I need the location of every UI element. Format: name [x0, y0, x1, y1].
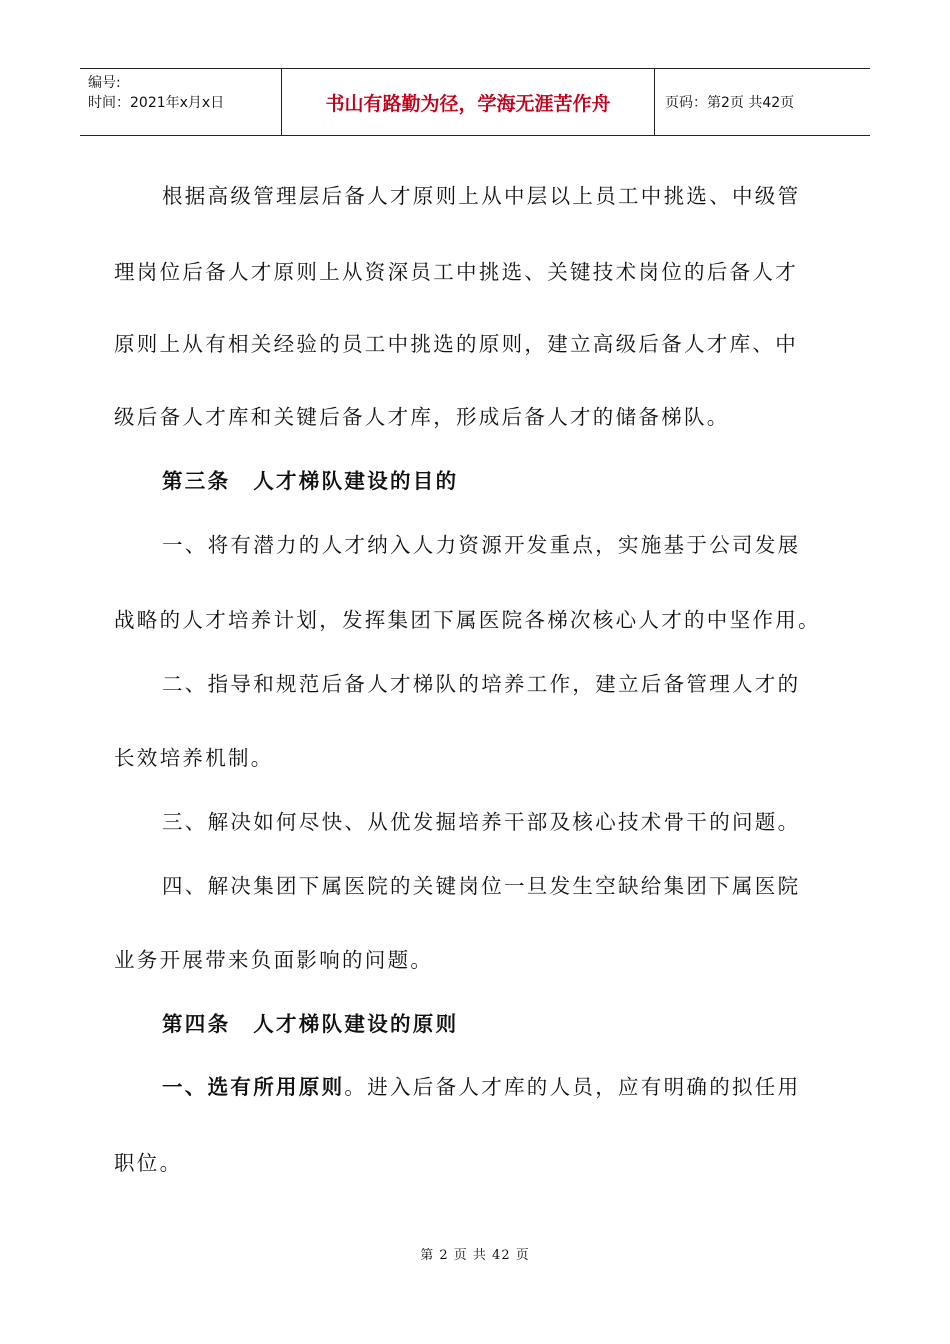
- paragraph-line: 四、解决集团下属医院的关键岗位一旦发生空缺给集团下属医院: [162, 874, 801, 898]
- principle-text: 。进入后备人才库的人员，应有明确的拟任用: [344, 1075, 801, 1099]
- header-table: [80, 68, 870, 136]
- paragraph-line: 职位。: [114, 1151, 183, 1175]
- paragraph-line: 理岗位后备人才原则上从资深员工中挑选、关键技术岗位的后备人才: [114, 260, 798, 284]
- code-label: 编号:: [88, 75, 121, 91]
- header-meta-cell: [80, 69, 282, 135]
- paragraph-line: 级后备人才库和关键后备人才库，形成后备人才的储备梯队。: [114, 405, 730, 429]
- paragraph-line: 三、解决如何尽快、从优发掘培养干部及核心技术骨干的问题。: [162, 810, 801, 834]
- section-heading: 第四条 人才梯队建设的原则: [162, 1012, 459, 1036]
- paragraph-line: 长效培养机制。: [114, 746, 274, 770]
- paragraph-line: 原则上从有相关经验的员工中挑选的原则，建立高级后备人才库、中: [114, 332, 798, 356]
- page-info: 页码：第2页 共42页: [665, 95, 795, 111]
- page-footer: 第 2 页 共 42 页: [420, 1248, 530, 1263]
- paragraph-line: [114, 1073, 836, 1101]
- time-label: 时间：2021年x月x日: [88, 95, 225, 111]
- section-heading: 第三条 人才梯队建设的目的: [162, 469, 459, 493]
- motto: 书山有路勤为径，学海无涯苦作舟: [282, 69, 655, 135]
- paragraph-line: 战略的人才培养计划，发挥集团下属医院各梯次核心人才的中坚作用。: [114, 608, 821, 632]
- paragraph-line: 一、将有潜力的人才纳入人力资源开发重点，实施基于公司发展: [162, 533, 801, 557]
- paragraph-line: 业务开展带来负面影响的问题。: [114, 948, 434, 972]
- paragraph-line: 二、指导和规范后备人才梯队的培养工作，建立后备管理人才的: [162, 672, 801, 696]
- principle-title: 一、选有所用原则: [162, 1075, 345, 1099]
- paragraph-line: 根据高级管理层后备人才原则上从中层以上员工中挑选、中级管: [162, 184, 801, 208]
